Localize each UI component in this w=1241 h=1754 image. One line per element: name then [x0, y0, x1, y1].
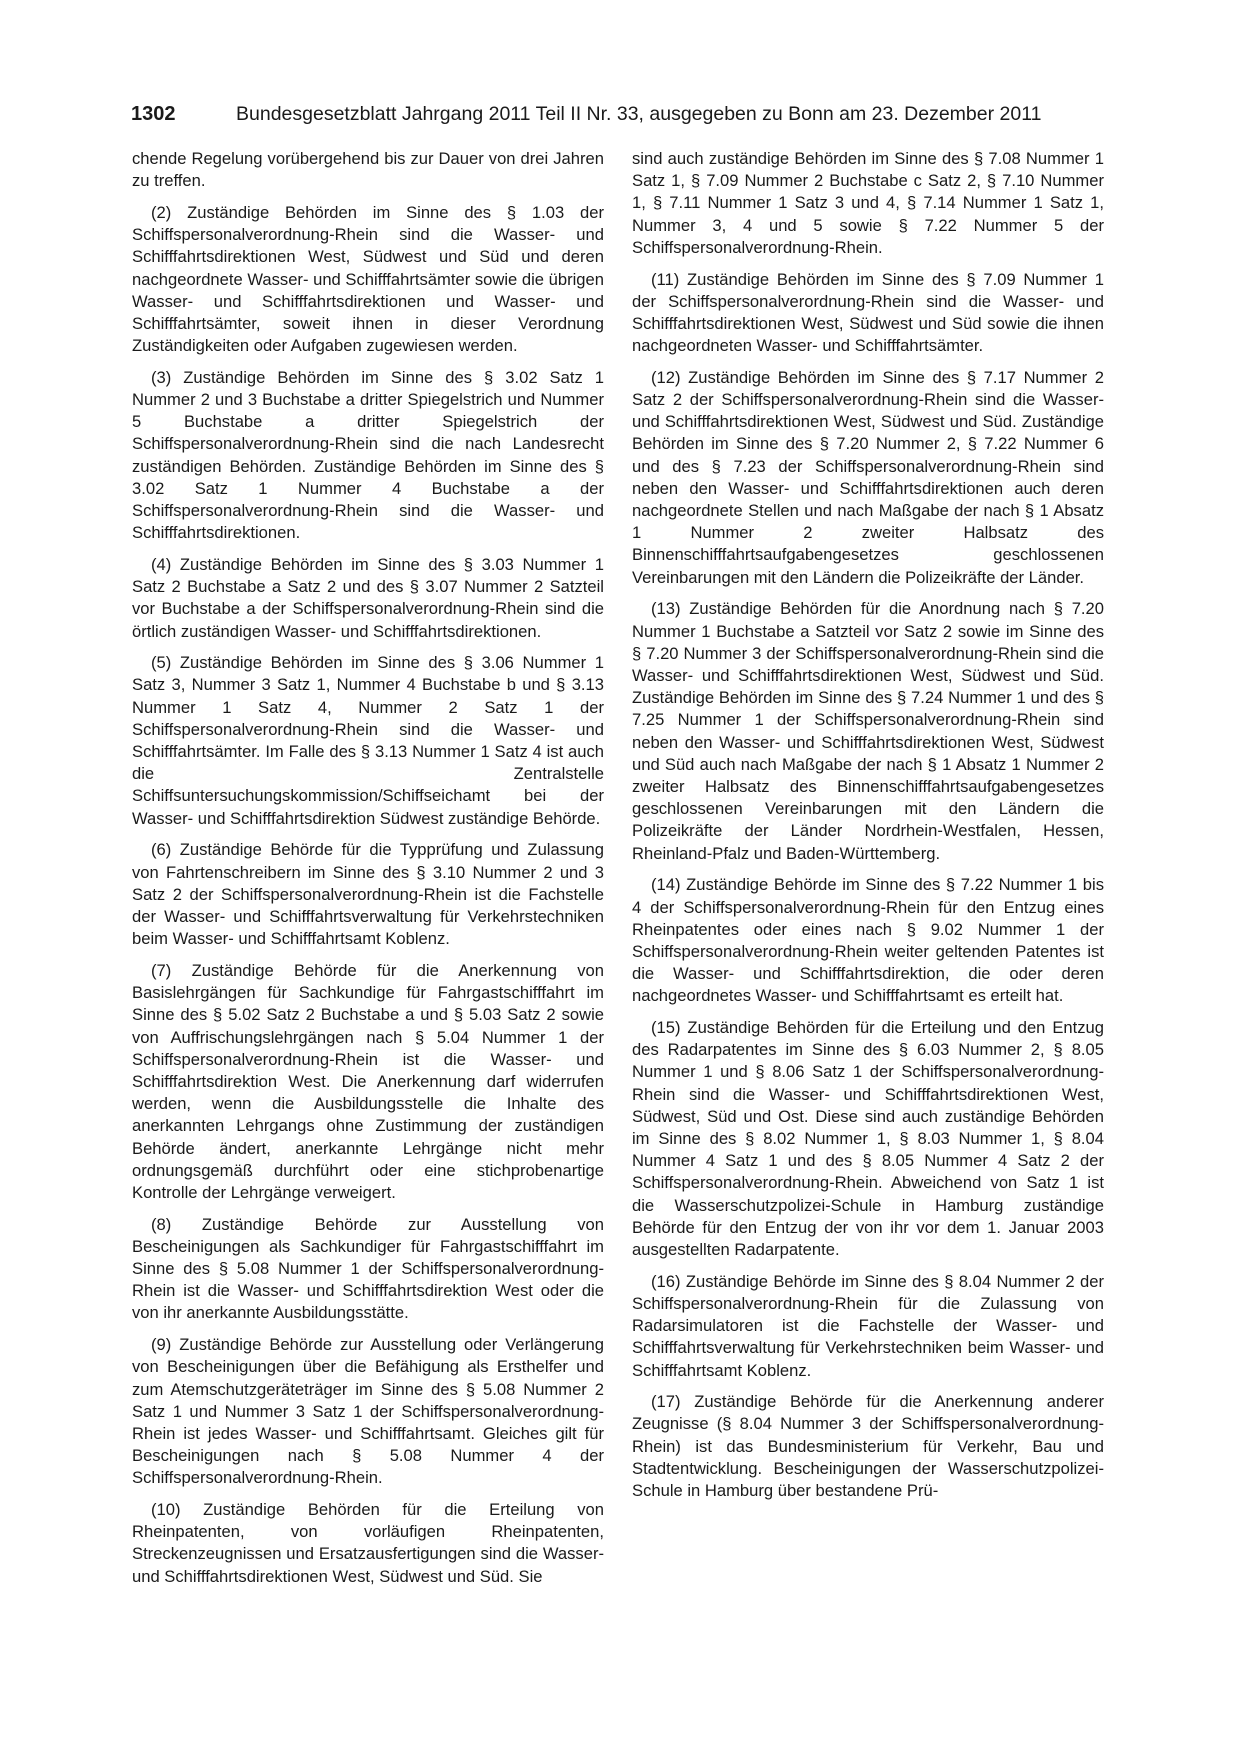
paragraph: chende Regelung vorübergehend bis zur Dauer von drei Jahren zu treffen. [132, 149, 604, 191]
left-column [132, 148, 604, 1597]
page-number: 1302 [131, 103, 176, 125]
paragraph: (16) Zuständige Behörde im Sinne des § 8.04 Nummer 2 der Schiffspersonalverordnung-Rhein für die Zulassung von Radarsimulatoren ist die Fachstelle der Wasser- und Schifffahrtsverwaltung für Verkehrstechniken beim Wasser- und Schifffahrtsamt Koblenz. [632, 1271, 1104, 1380]
paragraph: (5) Zuständige Behörden im Sinne des § 3.06 Nummer 1 Satz 3, Nummer 3 Satz 1, Nummer 4 Buchstabe b und § 3.13 Nummer 1 Satz 4, Nummer 2 Satz 1 der Schiffspersonalverordnung-Rhein sind die Wasser- und Schifffahrtsämter. Im Falle des § 3.13 Nummer 1 Satz 4 ist auch die Zentralstelle Schiffsuntersuchungskommission/Schiffseichamt bei der Wasser- und Schifffahrtsdirektion Südwest zuständige Behörde. [132, 653, 604, 828]
paragraph: (14) Zuständige Behörde im Sinne des § 7.22 Nummer 1 bis 4 der Schiffspersonalverordnung-Rhein für den Entzug eines Rheinpatentes oder eines nach § 9.02 Nummer 1 der Schiffspersonalverordnung-Rhein weiter geltenden Patentes ist die Wasser- und Schifffahrtsdirektion, die oder deren nachgeordnetes Wasser- und Schifffahrtsamt es erteilt hat. [632, 875, 1104, 1006]
paragraph: (12) Zuständige Behörden im Sinne des § 7.17 Nummer 2 Satz 2 der Schiffspersonalverordnung-Rhein sind die Wasser- und Schifffahrtsdirektionen West, Südwest und Süd. Zuständige Behörden im Sinne des § 7.20 Nummer 2, § 7.22 Nummer 6 und des § 7.23 der Schiffspersonalverordnung-Rhein sind neben den Wasser- und Schifffahrtsdirektionen auch deren nachgeordnete Stellen und nach Maßgabe der nach § 1 Absatz 1 Nummer 2 zweiter Halbsatz des Binnenschifffahrtsaufgabengesetzes geschlossenen Vereinbarungen mit den Ländern die Polizeikräfte der Länder. [632, 367, 1104, 587]
paragraph: (2) Zuständige Behörden im Sinne des § 1.03 der Schiffspersonalverordnung-Rhein sind die Wasser- und Schifffahrtsdirektionen West, Südwest und Süd und deren nachgeordnete Wasser- und Schifffahrtsämter sowie die übrigen Wasser- und Schifffahrtsdirektionen und Wasser- und Schifffahrtsämter, soweit ihnen in dieser Verordnung Zuständigkeiten oder Aufgaben zugewiesen werden. [132, 202, 604, 356]
paragraph: (8) Zuständige Behörde zur Ausstellung von Bescheinigungen als Sachkundiger für Fahrgastschifffahrt im Sinne des § 5.08 Nummer 1 der Schiffspersonalverordnung-Rhein ist die Wasser- und Schifffahrtsdirektion West oder die von ihr anerkannte Ausbildungsstätte. [132, 1214, 604, 1323]
paragraph: (17) Zuständige Behörde für die Anerkennung anderer Zeugnisse (§ 8.04 Nummer 3 der Schiffspersonalverordnung-Rhein) ist das Bundesministerium für Verkehr, Bau und Stadtentwicklung. Bescheinigungen der Wasserschutzpolizei-Schule in Hamburg über bestandene Prü- [632, 1392, 1104, 1501]
paragraph: (11) Zuständige Behörden im Sinne des § 7.09 Nummer 1 der Schiffspersonalverordnung-Rhein sind die Wasser- und Schifffahrtsdirektionen West, Südwest und Süd sowie die ihnen nachgeordneten Wasser- und Schifffahrtsämter. [632, 269, 1104, 356]
paragraph: (10) Zuständige Behörden für die Erteilung von Rheinpatenten, von vorläufigen Rheinpatenten, Streckenzeugnissen und Ersatzausfertigungen sind die Wasser- und Schifffahrtsdirektionen West, Südwest und Süd. Sie [132, 1500, 604, 1586]
paragraph: (3) Zuständige Behörden im Sinne des § 3.02 Satz 1 Nummer 2 und 3 Buchstabe a dritter Spiegelstrich und Nummer 5 Buchstabe a dritter Spiegelstrich der Schiffspersonalverordnung-Rhein sind die nach Landesrecht zuständigen Behörden. Zuständige Behörden im Sinne des § 3.02 Satz 1 Nummer 4 Buchstabe a der Schiffspersonalverordnung-Rhein sind die Wasser- und Schifffahrtsdirektionen. [132, 367, 604, 543]
paragraph: (9) Zuständige Behörde zur Ausstellung oder Verlängerung von Bescheinigungen über die Befähigung als Ersthelfer und zum Atemschutzgeräteträger im Sinne des § 5.08 Nummer 2 Satz 1 und Nummer 3 Satz 1 der Schiffspersonalverordnung-Rhein ist jedes Wasser- und Schifffahrtsamt. Gleiches gilt für Bescheinigungen nach § 5.08 Nummer 4 der Schiffspersonalverordnung-Rhein. [132, 1335, 604, 1488]
paragraph: (15) Zuständige Behörden für die Erteilung und den Entzug des Radarpatentes im Sinne des § 6.03 Nummer 2, § 8.05 Nummer 1 und § 8.06 Satz 1 der Schiffspersonalverordnung-Rhein sind die Wasser- und Schifffahrtsdirektionen West, Südwest, Süd und Ost. Diese sind auch zuständige Behörden im Sinne des § 8.02 Nummer 1, § 8.03 Nummer 1, § 8.04 Nummer 4 Satz 1 und des § 8.05 Nummer 4 Satz 2 der Schiffspersonalverordnung-Rhein. Abweichend von Satz 1 ist die Wasserschutzpolizei-Schule in Hamburg zuständige Behörde für den Entzug der von ihr vor dem 1. Januar 2003 ausgestellten Radarpatente. [632, 1018, 1104, 1260]
paragraph: (6) Zuständige Behörde für die Typprüfung und Zulassung von Fahrtenschreibern im Sinne des § 3.10 Nummer 2 und 3 Satz 2 der Schiffspersonalverordnung-Rhein ist die Fachstelle der Wasser- und Schifffahrtsverwaltung für Verkehrstechniken beim Wasser- und Schifffahrtsamt Koblenz. [132, 840, 604, 949]
paragraph: (7) Zuständige Behörde für die Anerkennung von Basislehrgängen für Sachkundige für Fahrgastschifffahrt im Sinne des § 5.02 Satz 2 Buchstabe a und § 5.03 Satz 2 sowie von Auffrischungslehrgängen nach § 5.04 Nummer 1 der Schiffspersonalverordnung-Rhein ist die Wasser- und Schifffahrtsdirektion West. Die Anerkennung darf widerrufen werden, wenn die Ausbildungsstelle die Inhalte des anerkannten Lehrgangs ohne Zustimmung der zuständigen Behörde ändert, anerkannte Lehrgänge nicht mehr ordnungsgemäß durchführt oder eine stichprobenartige Kontrolle der Lehrgänge verweigert. [132, 960, 604, 1202]
paragraph: (4) Zuständige Behörden im Sinne des § 3.03 Nummer 1 Satz 2 Buchstabe a Satz 2 und des § 3.07 Nummer 2 Satzteil vor Buchstabe a der Schiffspersonalverordnung-Rhein sind die örtlich zuständigen Wasser- und Schifffahrtsdirektionen. [132, 554, 604, 641]
right-column [632, 148, 1104, 1512]
header-title: Bundesgesetzblatt Jahrgang 2011 Teil II Nr. 33, ausgegeben zu Bonn am 23. Dezember 2011 [236, 103, 1042, 125]
page-header [131, 100, 1111, 130]
paragraph: (13) Zuständige Behörden für die Anordnung nach § 7.20 Nummer 1 Buchstabe a Satzteil vor Satz 2 sowie im Sinne des § 7.20 Nummer 3 der Schiffspersonalverordnung-Rhein sind die Wasser- und Schifffahrtsdirektionen West, Südwest und Süd. Zuständige Behörden im Sinne des § 7.24 Nummer 1 und des § 7.25 Nummer 1 der Schiffspersonalverordnung-Rhein sind neben den Wasser- und Schifffahrtsdirektionen West, Südwest und Süd auch nach Maßgabe der nach § 1 Absatz 1 Nummer 2 zweiter Halbsatz des Binnenschifffahrtsaufgabengesetzes geschlossenen Vereinbarungen mit den Ländern die Polizeikräfte der Länder Nordrhein-Westfalen, Hessen, Rheinland-Pfalz und Baden-Württemberg. [632, 599, 1104, 863]
paragraph: sind auch zuständige Behörden im Sinne des § 7.08 Nummer 1 Satz 1, § 7.09 Nummer 2 Buchstabe c Satz 2, § 7.10 Nummer 1, § 7.11 Nummer 1 Satz 3 und 4, § 7.14 Nummer 1 Satz 1, Nummer 3, 4 und 5 sowie § 7.22 Nummer 5 der Schiffspersonalverordnung-Rhein. [632, 149, 1104, 257]
